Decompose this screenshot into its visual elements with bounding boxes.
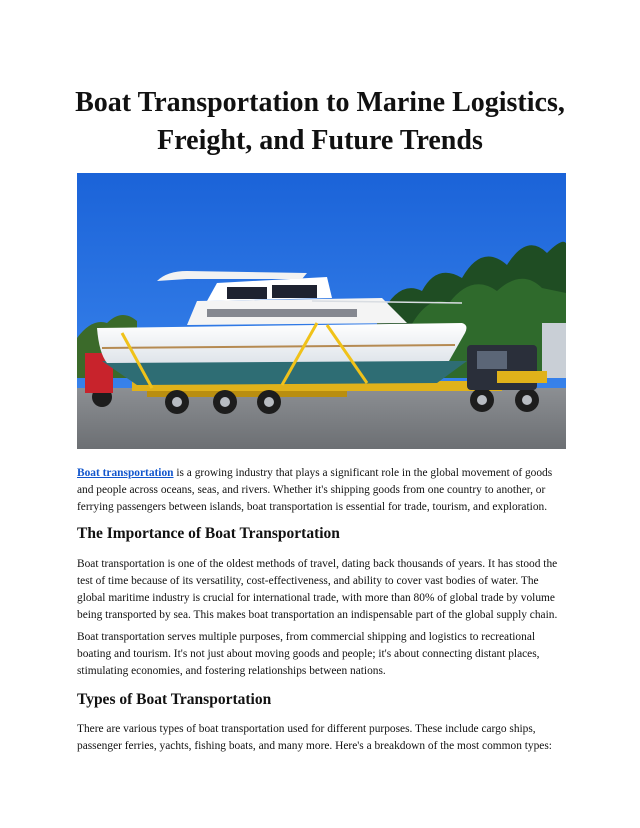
intro-paragraph [77, 465, 567, 516]
types-paragraph-1: There are various types of boat transportation used for different purposes. These include cargo ships, passenger ferries, yachts, fishing boats, and many more. Here's a breakdown of the most common types: [77, 723, 552, 752]
section-heading-types: Types of Boat Transportation [77, 691, 272, 708]
intro-text: is a growing industry that plays a significant role in the global movement of goods and people across oceans, seas, and rivers. Whether it's shipping goods from one country to another, or ferrying passengers between islands, boat transportation is essential for trade, tourism, and exploration. [77, 467, 553, 513]
boat-transportation-link[interactable]: Boat transportation [77, 467, 174, 479]
page-title: Boat Transportation to Marine Logistics, Freight, and Future Trends [75, 87, 565, 156]
section-heading-importance: The Importance of Boat Transportation [77, 525, 340, 542]
hero-image [77, 173, 566, 449]
importance-paragraph-1: Boat transportation is one of the oldest methods of travel, dating back thousands of years. It has stood the test of time because of its versatility, cost-effectiveness, and ability to cover vast bodies of water. The global maritime industry is crucial for international trade, with more than 80% of global trade by volume being transported by sea. This makes boat transportation an indispensable part of the global supply chain. [77, 558, 558, 621]
importance-paragraph-2: Boat transportation serves multiple purposes, from commercial shipping and logistics to recreational boating and tourism. It's not just about moving goods and people; it's about connecting distant places, stimulating economies, and fostering relationships between nations. [77, 631, 540, 677]
